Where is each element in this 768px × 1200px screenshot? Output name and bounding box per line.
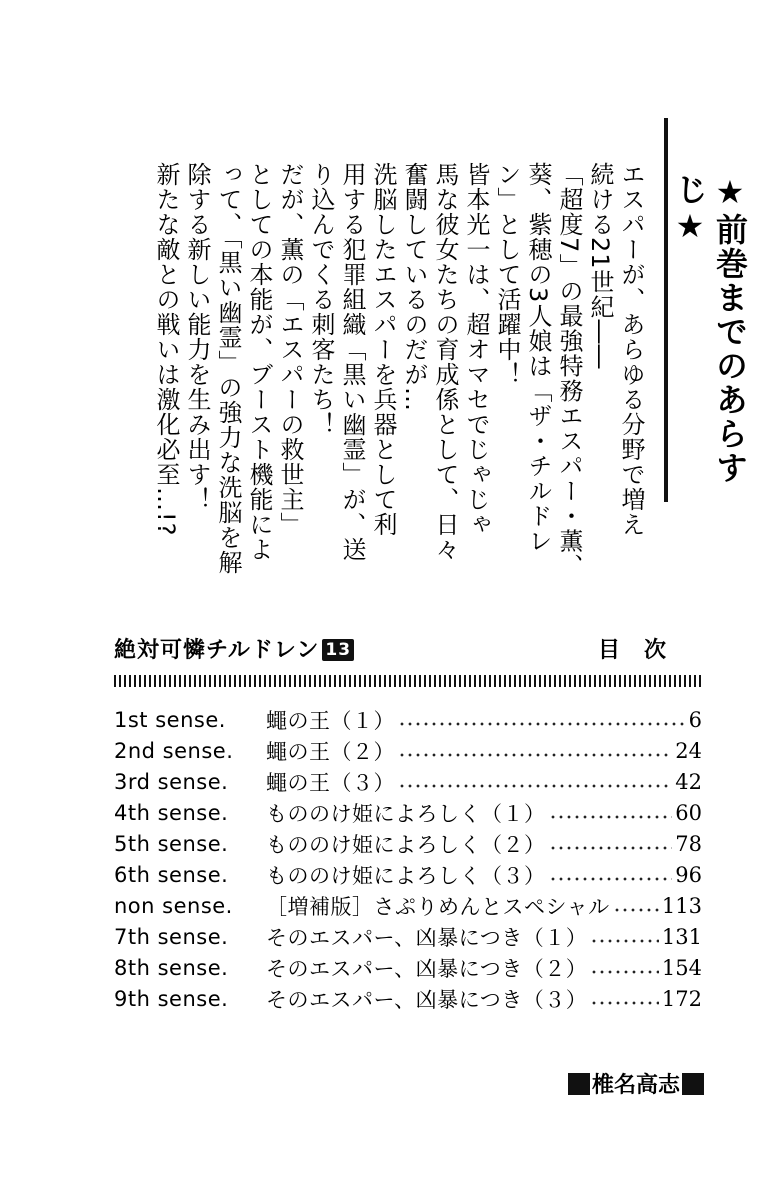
toc-leader-dots — [549, 846, 673, 850]
book-title-text: 絶対可憐チルドレン — [114, 638, 320, 663]
toc-sense: 4th sense. — [114, 800, 229, 825]
synopsis-line: エスパーが、あらゆる分野で増え — [617, 162, 645, 537]
toc-leader-dots — [398, 753, 672, 757]
toc-page-number: 42 — [675, 769, 702, 794]
toc-leader-dots — [398, 722, 686, 726]
toc-sense: 7th sense. — [114, 924, 229, 949]
toc-leader-dots — [549, 815, 673, 819]
toc-sense: 8th sense. — [114, 955, 229, 980]
toc-page-number: 6 — [688, 707, 702, 732]
synopsis-line: 葵、紫穂の3人娘は「ザ・チルドレ — [524, 162, 552, 554]
synopsis-header — [662, 118, 749, 508]
synopsis-line: ン」として活躍中！ — [493, 162, 521, 387]
toc-leader-dots — [613, 908, 659, 912]
toc-entry[interactable] — [114, 890, 702, 921]
toc-title: もののけ姫によろしく（１） — [266, 801, 546, 826]
contents-label: 目次 — [597, 638, 690, 663]
toc-title: そのエスパー、凶暴につき（２） — [266, 956, 588, 981]
toc-title: もののけ姫によろしく（２） — [266, 832, 546, 857]
toc-sense: 5th sense. — [114, 831, 229, 856]
synopsis-line: 奮闘しているのだが… — [400, 162, 428, 412]
tick-rule-divider — [114, 675, 702, 687]
black-square-icon — [682, 1073, 704, 1095]
toc-page-number: 172 — [661, 986, 702, 1011]
synopsis-line: り込んでくる刺客たち！ — [307, 162, 335, 437]
toc-sense: 1st sense. — [114, 707, 226, 732]
synopsis-line: 用する犯罪組織「黒い幽霊」が、送 — [338, 162, 366, 562]
synopsis-body — [150, 162, 646, 582]
toc-leader-dots — [590, 1001, 659, 1005]
synopsis-line: 馬な彼女たちの育成係として、日々 — [431, 162, 459, 562]
toc-leader-dots — [398, 784, 672, 788]
toc-leader-dots — [549, 877, 673, 881]
toc-page-number: 113 — [661, 893, 702, 918]
toc-title: もののけ姫によろしく（３） — [266, 863, 546, 888]
toc-page-number: 96 — [675, 862, 702, 887]
toc-sense: 3rd sense. — [114, 769, 229, 794]
toc-page-number: 131 — [661, 924, 702, 949]
toc-title: 蠅の王（３） — [266, 770, 395, 795]
synopsis-rule — [664, 118, 668, 502]
author-credit — [568, 1068, 704, 1099]
toc-entry[interactable] — [114, 704, 702, 735]
synopsis-line: 除する新しい能力を生み出す！ — [183, 162, 211, 512]
synopsis-title: ★前巻までのあらすじ★ — [671, 173, 749, 485]
toc-entry[interactable] — [114, 921, 702, 952]
synopsis-line: 皆本光一は、超オマセでじゃじゃ — [462, 162, 490, 537]
toc-title: ［増補版］さぷりめんとスペシャル — [266, 894, 610, 919]
toc-entry[interactable] — [114, 983, 702, 1014]
toc-entry[interactable] — [114, 828, 702, 859]
toc-title: そのエスパー、凶暴につき（３） — [266, 987, 588, 1012]
toc-leader-dots — [590, 970, 659, 974]
toc-entry[interactable] — [114, 766, 702, 797]
toc-leader-dots — [590, 939, 659, 943]
author-name: 椎名高志 — [591, 1073, 680, 1098]
toc-entry[interactable] — [114, 859, 702, 890]
toc-entry[interactable] — [114, 797, 702, 828]
toc-title: 蠅の王（１） — [266, 708, 395, 733]
toc-page-number: 24 — [675, 738, 702, 763]
synopsis-section — [108, 118, 749, 579]
synopsis-line: 続ける21世紀―― — [586, 162, 614, 370]
book-title — [114, 633, 354, 664]
toc-sense: 2nd sense. — [114, 738, 234, 763]
toc-page-number: 154 — [661, 955, 702, 980]
toc-title: 蠅の王（２） — [266, 739, 395, 764]
synopsis-line: 「超度7」の最強特務エスパー・薫、 — [555, 162, 583, 579]
toc-page-number: 60 — [675, 800, 702, 825]
toc-header — [114, 633, 700, 667]
toc-entry[interactable] — [114, 952, 702, 983]
synopsis-line: 洗脳したエスパーを兵器として利 — [369, 162, 397, 537]
synopsis-line: 新たな敵との戦いは激化必至…!? — [152, 162, 180, 537]
volume-badge: 13 — [322, 639, 354, 661]
synopsis-line: としての本能が、ブースト機能によ — [245, 162, 273, 562]
synopsis-line: だが、薫の「エスパーの救世主」 — [276, 162, 304, 537]
toc-sense: 9th sense. — [114, 986, 229, 1011]
synopsis-line: って、「黒い幽霊」の強力な洗脳を解 — [214, 162, 242, 575]
toc-sense: 6th sense. — [114, 862, 229, 887]
toc-sense: non sense. — [114, 893, 233, 918]
toc-page-number: 78 — [675, 831, 702, 856]
toc-entry[interactable] — [114, 735, 702, 766]
black-square-icon — [568, 1073, 590, 1095]
toc-title: そのエスパー、凶暴につき（１） — [266, 925, 588, 950]
toc-list — [114, 704, 702, 1014]
